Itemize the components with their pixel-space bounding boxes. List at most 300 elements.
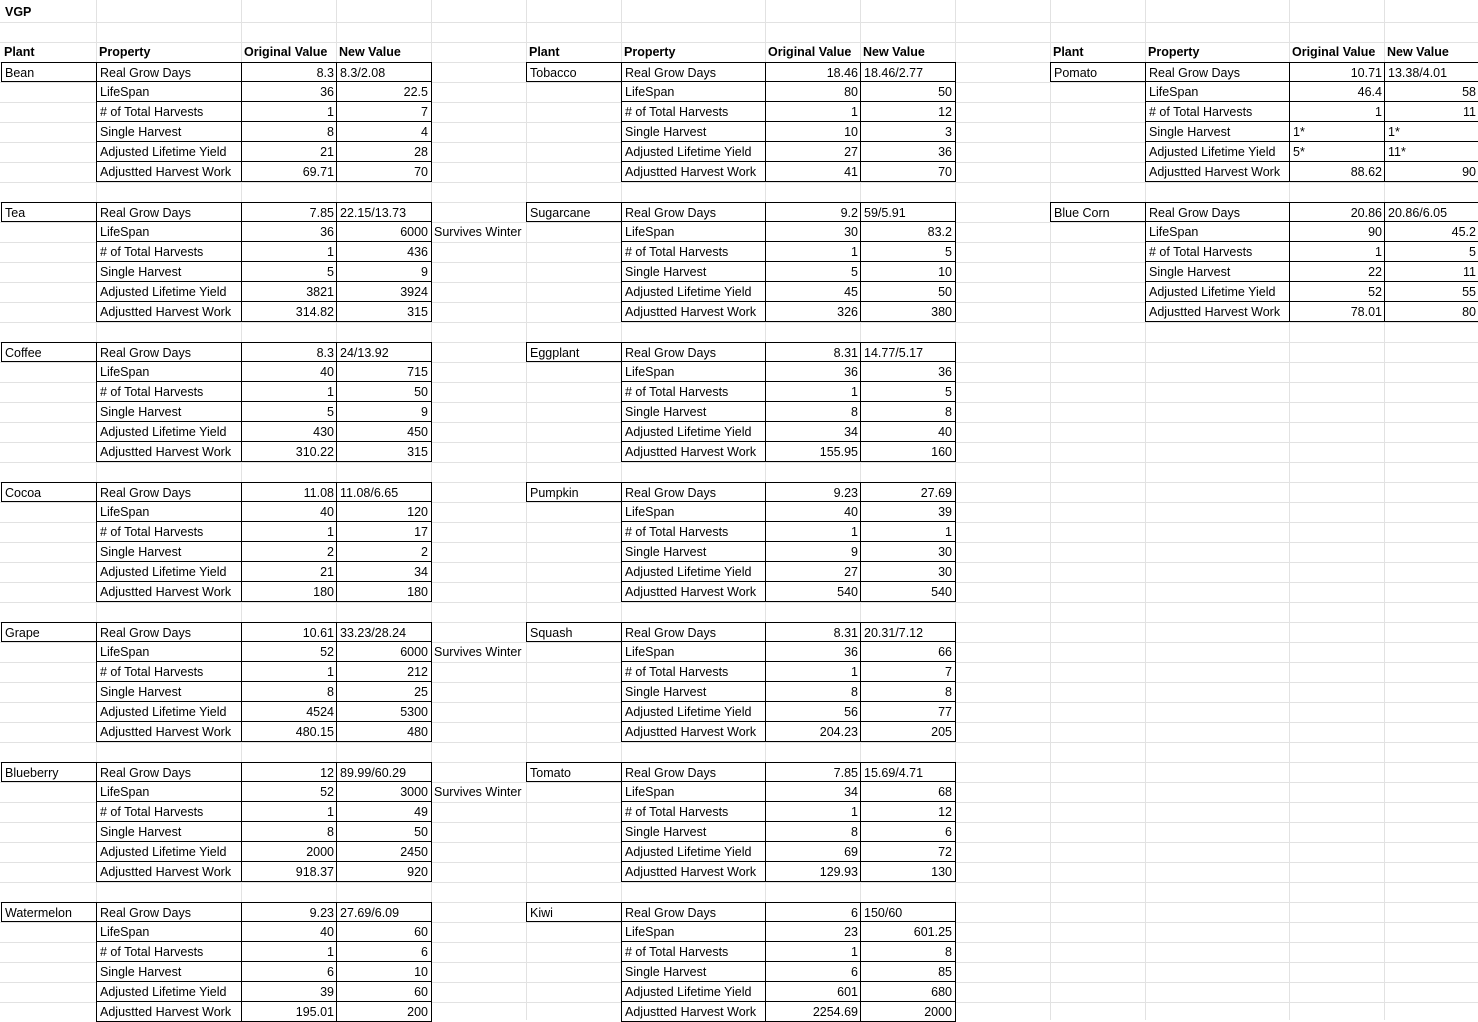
header-original-value[interactable]: Original Value: [768, 45, 852, 59]
original-value-cell[interactable]: 69: [765, 842, 861, 862]
property-cell[interactable]: Adjustted Harvest Work: [621, 722, 766, 742]
property-cell[interactable]: Adjustted Harvest Work: [621, 442, 766, 462]
new-value-cell[interactable]: 10: [336, 962, 432, 982]
new-value-cell[interactable]: 540: [860, 582, 956, 602]
plant-name-cell[interactable]: Watermelon: [1, 902, 97, 922]
header-original-value[interactable]: Original Value: [1292, 45, 1376, 59]
original-value-cell[interactable]: 45: [765, 282, 861, 302]
original-value-cell[interactable]: 314.82: [241, 302, 337, 322]
original-value-cell[interactable]: 9.23: [765, 482, 861, 502]
original-value-cell[interactable]: 40: [241, 362, 337, 382]
new-value-cell[interactable]: 2: [336, 542, 432, 562]
property-cell[interactable]: Adjustted Harvest Work: [1145, 302, 1290, 322]
property-cell[interactable]: LifeSpan: [96, 222, 242, 242]
property-cell[interactable]: # of Total Harvests: [621, 522, 766, 542]
original-value-cell[interactable]: 1: [241, 802, 337, 822]
original-value-cell[interactable]: 1: [241, 382, 337, 402]
new-value-cell[interactable]: 10: [860, 262, 956, 282]
property-cell[interactable]: Adjusted Lifetime Yield: [621, 142, 766, 162]
new-value-cell[interactable]: 20.31/7.12: [860, 622, 956, 642]
original-value-cell[interactable]: 180: [241, 582, 337, 602]
original-value-cell[interactable]: 8: [241, 822, 337, 842]
property-cell[interactable]: Adjusted Lifetime Yield: [621, 562, 766, 582]
original-value-cell[interactable]: 39: [241, 982, 337, 1002]
property-cell[interactable]: Adjustted Harvest Work: [96, 302, 242, 322]
original-value-cell[interactable]: 8: [241, 122, 337, 142]
original-value-cell[interactable]: 6: [765, 902, 861, 922]
original-value-cell[interactable]: 52: [1289, 282, 1385, 302]
property-cell[interactable]: # of Total Harvests: [1145, 242, 1290, 262]
property-cell[interactable]: LifeSpan: [621, 222, 766, 242]
property-cell[interactable]: Adjusted Lifetime Yield: [96, 842, 242, 862]
property-cell[interactable]: Real Grow Days: [621, 62, 766, 82]
original-value-cell[interactable]: 8.31: [765, 622, 861, 642]
original-value-cell[interactable]: 41: [765, 162, 861, 182]
property-cell[interactable]: Adjusted Lifetime Yield: [621, 282, 766, 302]
new-value-cell[interactable]: 59/5.91: [860, 202, 956, 222]
new-value-cell[interactable]: 130: [860, 862, 956, 882]
original-value-cell[interactable]: 22: [1289, 262, 1385, 282]
property-cell[interactable]: Adjustted Harvest Work: [621, 582, 766, 602]
new-value-cell[interactable]: 8: [860, 682, 956, 702]
new-value-cell[interactable]: 7: [860, 662, 956, 682]
new-value-cell[interactable]: 17: [336, 522, 432, 542]
header-original-value[interactable]: Original Value: [244, 45, 328, 59]
original-value-cell[interactable]: 8.3: [241, 342, 337, 362]
new-value-cell[interactable]: 28: [336, 142, 432, 162]
new-value-cell[interactable]: 11: [1384, 102, 1478, 122]
original-value-cell[interactable]: 155.95: [765, 442, 861, 462]
original-value-cell[interactable]: 21: [241, 142, 337, 162]
property-cell[interactable]: LifeSpan: [1145, 82, 1290, 102]
property-cell[interactable]: # of Total Harvests: [621, 242, 766, 262]
header-property[interactable]: Property: [624, 45, 676, 59]
header-plant[interactable]: Plant: [529, 45, 560, 59]
original-value-cell[interactable]: 204.23: [765, 722, 861, 742]
original-value-cell[interactable]: 23: [765, 922, 861, 942]
plant-name-cell[interactable]: Sugarcane: [526, 202, 622, 222]
original-value-cell[interactable]: 90: [1289, 222, 1385, 242]
header-plant[interactable]: Plant: [4, 45, 35, 59]
new-value-cell[interactable]: 680: [860, 982, 956, 1002]
original-value-cell[interactable]: 8: [765, 402, 861, 422]
property-cell[interactable]: Single Harvest: [621, 542, 766, 562]
new-value-cell[interactable]: 89.99/60.29: [336, 762, 432, 782]
property-cell[interactable]: # of Total Harvests: [621, 802, 766, 822]
property-cell[interactable]: Real Grow Days: [96, 342, 242, 362]
property-cell[interactable]: Single Harvest: [621, 962, 766, 982]
property-cell[interactable]: Adjusted Lifetime Yield: [621, 702, 766, 722]
new-value-cell[interactable]: 7: [336, 102, 432, 122]
original-value-cell[interactable]: 430: [241, 422, 337, 442]
sheet-title[interactable]: VGP: [5, 5, 32, 19]
original-value-cell[interactable]: 27: [765, 562, 861, 582]
property-cell[interactable]: Real Grow Days: [621, 622, 766, 642]
property-cell[interactable]: Adjustted Harvest Work: [96, 162, 242, 182]
original-value-cell[interactable]: 326: [765, 302, 861, 322]
plant-name-cell[interactable]: Pomato: [1050, 62, 1146, 82]
new-value-cell[interactable]: 160: [860, 442, 956, 462]
note-cell[interactable]: Survives Winter: [434, 225, 522, 239]
property-cell[interactable]: Single Harvest: [96, 542, 242, 562]
header-new-value[interactable]: New Value: [339, 45, 401, 59]
property-cell[interactable]: LifeSpan: [96, 362, 242, 382]
property-cell[interactable]: # of Total Harvests: [621, 662, 766, 682]
original-value-cell[interactable]: 8: [241, 682, 337, 702]
property-cell[interactable]: Single Harvest: [96, 402, 242, 422]
original-value-cell[interactable]: 9.23: [241, 902, 337, 922]
new-value-cell[interactable]: 25: [336, 682, 432, 702]
new-value-cell[interactable]: 1: [860, 522, 956, 542]
plant-name-cell[interactable]: Kiwi: [526, 902, 622, 922]
new-value-cell[interactable]: 58: [1384, 82, 1478, 102]
new-value-cell[interactable]: 20.86/6.05: [1384, 202, 1478, 222]
new-value-cell[interactable]: 436: [336, 242, 432, 262]
property-cell[interactable]: Single Harvest: [621, 262, 766, 282]
original-value-cell[interactable]: 34: [765, 422, 861, 442]
property-cell[interactable]: Adjusted Lifetime Yield: [96, 282, 242, 302]
new-value-cell[interactable]: 920: [336, 862, 432, 882]
header-plant[interactable]: Plant: [1053, 45, 1084, 59]
property-cell[interactable]: # of Total Harvests: [621, 102, 766, 122]
new-value-cell[interactable]: 30: [860, 542, 956, 562]
original-value-cell[interactable]: 480.15: [241, 722, 337, 742]
original-value-cell[interactable]: 3821: [241, 282, 337, 302]
new-value-cell[interactable]: 70: [336, 162, 432, 182]
new-value-cell[interactable]: 150/60: [860, 902, 956, 922]
original-value-cell[interactable]: 1: [241, 522, 337, 542]
original-value-cell[interactable]: 10.61: [241, 622, 337, 642]
new-value-cell[interactable]: 205: [860, 722, 956, 742]
original-value-cell[interactable]: 7.85: [765, 762, 861, 782]
new-value-cell[interactable]: 1*: [1384, 122, 1478, 142]
property-cell[interactable]: # of Total Harvests: [96, 522, 242, 542]
property-cell[interactable]: Single Harvest: [621, 122, 766, 142]
original-value-cell[interactable]: 11.08: [241, 482, 337, 502]
original-value-cell[interactable]: 601: [765, 982, 861, 1002]
new-value-cell[interactable]: 50: [860, 82, 956, 102]
property-cell[interactable]: LifeSpan: [621, 82, 766, 102]
new-value-cell[interactable]: 8: [860, 402, 956, 422]
new-value-cell[interactable]: 50: [336, 382, 432, 402]
property-cell[interactable]: Adjustted Harvest Work: [621, 162, 766, 182]
property-cell[interactable]: LifeSpan: [621, 642, 766, 662]
new-value-cell[interactable]: 50: [860, 282, 956, 302]
property-cell[interactable]: # of Total Harvests: [621, 382, 766, 402]
new-value-cell[interactable]: 120: [336, 502, 432, 522]
original-value-cell[interactable]: 8: [765, 822, 861, 842]
new-value-cell[interactable]: 3000: [336, 782, 432, 802]
new-value-cell[interactable]: 9: [336, 262, 432, 282]
property-cell[interactable]: # of Total Harvests: [96, 242, 242, 262]
original-value-cell[interactable]: 56: [765, 702, 861, 722]
property-cell[interactable]: Adjusted Lifetime Yield: [621, 982, 766, 1002]
original-value-cell[interactable]: 18.46: [765, 62, 861, 82]
original-value-cell[interactable]: 46.4: [1289, 82, 1385, 102]
new-value-cell[interactable]: 72: [860, 842, 956, 862]
original-value-cell[interactable]: 1: [765, 102, 861, 122]
property-cell[interactable]: Adjustted Harvest Work: [96, 722, 242, 742]
header-new-value[interactable]: New Value: [863, 45, 925, 59]
original-value-cell[interactable]: 4524: [241, 702, 337, 722]
property-cell[interactable]: Adjustted Harvest Work: [96, 1002, 242, 1022]
property-cell[interactable]: Real Grow Days: [96, 62, 242, 82]
original-value-cell[interactable]: 5*: [1289, 142, 1385, 162]
plant-name-cell[interactable]: Eggplant: [526, 342, 622, 362]
new-value-cell[interactable]: 13.38/4.01: [1384, 62, 1478, 82]
property-cell[interactable]: LifeSpan: [621, 502, 766, 522]
original-value-cell[interactable]: 8.3: [241, 62, 337, 82]
new-value-cell[interactable]: 22.15/13.73: [336, 202, 432, 222]
property-cell[interactable]: Single Harvest: [621, 402, 766, 422]
original-value-cell[interactable]: 36: [765, 642, 861, 662]
property-cell[interactable]: Adjustted Harvest Work: [621, 302, 766, 322]
new-value-cell[interactable]: 36: [860, 362, 956, 382]
new-value-cell[interactable]: 24/13.92: [336, 342, 432, 362]
property-cell[interactable]: Real Grow Days: [1145, 62, 1290, 82]
new-value-cell[interactable]: 14.77/5.17: [860, 342, 956, 362]
new-value-cell[interactable]: 77: [860, 702, 956, 722]
property-cell[interactable]: Single Harvest: [1145, 122, 1290, 142]
original-value-cell[interactable]: 34: [765, 782, 861, 802]
original-value-cell[interactable]: 52: [241, 642, 337, 662]
original-value-cell[interactable]: 1: [765, 662, 861, 682]
property-cell[interactable]: Adjusted Lifetime Yield: [96, 702, 242, 722]
property-cell[interactable]: LifeSpan: [621, 782, 766, 802]
original-value-cell[interactable]: 40: [241, 922, 337, 942]
property-cell[interactable]: Single Harvest: [96, 682, 242, 702]
new-value-cell[interactable]: 27.69: [860, 482, 956, 502]
original-value-cell[interactable]: 1: [765, 382, 861, 402]
plant-name-cell[interactable]: Coffee: [1, 342, 97, 362]
header-new-value[interactable]: New Value: [1387, 45, 1449, 59]
new-value-cell[interactable]: 315: [336, 442, 432, 462]
property-cell[interactable]: Adjusted Lifetime Yield: [96, 142, 242, 162]
property-cell[interactable]: Real Grow Days: [621, 342, 766, 362]
plant-name-cell[interactable]: Pumpkin: [526, 482, 622, 502]
original-value-cell[interactable]: 21: [241, 562, 337, 582]
original-value-cell[interactable]: 36: [765, 362, 861, 382]
original-value-cell[interactable]: 5: [765, 262, 861, 282]
new-value-cell[interactable]: 50: [336, 822, 432, 842]
property-cell[interactable]: LifeSpan: [621, 922, 766, 942]
new-value-cell[interactable]: 55: [1384, 282, 1478, 302]
property-cell[interactable]: Real Grow Days: [96, 902, 242, 922]
new-value-cell[interactable]: 480: [336, 722, 432, 742]
new-value-cell[interactable]: 715: [336, 362, 432, 382]
new-value-cell[interactable]: 60: [336, 922, 432, 942]
property-cell[interactable]: Real Grow Days: [621, 202, 766, 222]
new-value-cell[interactable]: 5: [1384, 242, 1478, 262]
new-value-cell[interactable]: 8: [860, 942, 956, 962]
property-cell[interactable]: # of Total Harvests: [1145, 102, 1290, 122]
new-value-cell[interactable]: 39: [860, 502, 956, 522]
property-cell[interactable]: # of Total Harvests: [96, 102, 242, 122]
original-value-cell[interactable]: 7.85: [241, 202, 337, 222]
original-value-cell[interactable]: 52: [241, 782, 337, 802]
original-value-cell[interactable]: 5: [241, 262, 337, 282]
original-value-cell[interactable]: 12: [241, 762, 337, 782]
property-cell[interactable]: Single Harvest: [621, 682, 766, 702]
new-value-cell[interactable]: 30: [860, 562, 956, 582]
property-cell[interactable]: Adjustted Harvest Work: [1145, 162, 1290, 182]
property-cell[interactable]: Adjusted Lifetime Yield: [96, 562, 242, 582]
original-value-cell[interactable]: 10.71: [1289, 62, 1385, 82]
new-value-cell[interactable]: 80: [1384, 302, 1478, 322]
new-value-cell[interactable]: 6000: [336, 222, 432, 242]
original-value-cell[interactable]: 9: [765, 542, 861, 562]
original-value-cell[interactable]: 10: [765, 122, 861, 142]
new-value-cell[interactable]: 9: [336, 402, 432, 422]
property-cell[interactable]: Real Grow Days: [621, 762, 766, 782]
new-value-cell[interactable]: 83.2: [860, 222, 956, 242]
property-cell[interactable]: # of Total Harvests: [96, 942, 242, 962]
new-value-cell[interactable]: 27.69/6.09: [336, 902, 432, 922]
property-cell[interactable]: Adjustted Harvest Work: [96, 862, 242, 882]
new-value-cell[interactable]: 49: [336, 802, 432, 822]
original-value-cell[interactable]: 918.37: [241, 862, 337, 882]
original-value-cell[interactable]: 88.62: [1289, 162, 1385, 182]
plant-name-cell[interactable]: Cocoa: [1, 482, 97, 502]
property-cell[interactable]: Adjusted Lifetime Yield: [96, 422, 242, 442]
new-value-cell[interactable]: 5: [860, 242, 956, 262]
original-value-cell[interactable]: 78.01: [1289, 302, 1385, 322]
original-value-cell[interactable]: 27: [765, 142, 861, 162]
property-cell[interactable]: LifeSpan: [96, 502, 242, 522]
new-value-cell[interactable]: 18.46/2.77: [860, 62, 956, 82]
plant-name-cell[interactable]: Squash: [526, 622, 622, 642]
new-value-cell[interactable]: 85: [860, 962, 956, 982]
original-value-cell[interactable]: 6: [765, 962, 861, 982]
property-cell[interactable]: # of Total Harvests: [621, 942, 766, 962]
original-value-cell[interactable]: 1: [1289, 242, 1385, 262]
new-value-cell[interactable]: 60: [336, 982, 432, 1002]
original-value-cell[interactable]: 8.31: [765, 342, 861, 362]
plant-name-cell[interactable]: Tomato: [526, 762, 622, 782]
property-cell[interactable]: LifeSpan: [1145, 222, 1290, 242]
original-value-cell[interactable]: 1: [241, 942, 337, 962]
plant-name-cell[interactable]: Tobacco: [526, 62, 622, 82]
property-cell[interactable]: Real Grow Days: [96, 482, 242, 502]
new-value-cell[interactable]: 68: [860, 782, 956, 802]
original-value-cell[interactable]: 80: [765, 82, 861, 102]
original-value-cell[interactable]: 9.2: [765, 202, 861, 222]
new-value-cell[interactable]: 90: [1384, 162, 1478, 182]
new-value-cell[interactable]: 3: [860, 122, 956, 142]
property-cell[interactable]: Single Harvest: [96, 122, 242, 142]
property-cell[interactable]: Adjusted Lifetime Yield: [1145, 282, 1290, 302]
note-cell[interactable]: Survives Winter: [434, 785, 522, 799]
new-value-cell[interactable]: 8.3/2.08: [336, 62, 432, 82]
new-value-cell[interactable]: 40: [860, 422, 956, 442]
original-value-cell[interactable]: 20.86: [1289, 202, 1385, 222]
property-cell[interactable]: Real Grow Days: [96, 622, 242, 642]
original-value-cell[interactable]: 1: [241, 102, 337, 122]
property-cell[interactable]: Single Harvest: [96, 262, 242, 282]
header-property[interactable]: Property: [1148, 45, 1200, 59]
property-cell[interactable]: Adjusted Lifetime Yield: [621, 842, 766, 862]
new-value-cell[interactable]: 22.5: [336, 82, 432, 102]
new-value-cell[interactable]: 6: [336, 942, 432, 962]
original-value-cell[interactable]: 1: [241, 242, 337, 262]
new-value-cell[interactable]: 45.2: [1384, 222, 1478, 242]
original-value-cell[interactable]: 1: [765, 942, 861, 962]
new-value-cell[interactable]: 36: [860, 142, 956, 162]
property-cell[interactable]: Adjusted Lifetime Yield: [96, 982, 242, 1002]
new-value-cell[interactable]: 4: [336, 122, 432, 142]
property-cell[interactable]: # of Total Harvests: [96, 662, 242, 682]
new-value-cell[interactable]: 70: [860, 162, 956, 182]
property-cell[interactable]: # of Total Harvests: [96, 382, 242, 402]
property-cell[interactable]: LifeSpan: [621, 362, 766, 382]
property-cell[interactable]: LifeSpan: [96, 782, 242, 802]
new-value-cell[interactable]: 6: [860, 822, 956, 842]
original-value-cell[interactable]: 69.71: [241, 162, 337, 182]
original-value-cell[interactable]: 1: [241, 662, 337, 682]
new-value-cell[interactable]: 601.25: [860, 922, 956, 942]
new-value-cell[interactable]: 15.69/4.71: [860, 762, 956, 782]
original-value-cell[interactable]: 36: [241, 222, 337, 242]
property-cell[interactable]: Single Harvest: [1145, 262, 1290, 282]
original-value-cell[interactable]: 36: [241, 82, 337, 102]
original-value-cell[interactable]: 8: [765, 682, 861, 702]
new-value-cell[interactable]: 5300: [336, 702, 432, 722]
new-value-cell[interactable]: 3924: [336, 282, 432, 302]
plant-name-cell[interactable]: Blueberry: [1, 762, 97, 782]
new-value-cell[interactable]: 34: [336, 562, 432, 582]
new-value-cell[interactable]: 2000: [860, 1002, 956, 1022]
new-value-cell[interactable]: 12: [860, 102, 956, 122]
original-value-cell[interactable]: 2254.69: [765, 1002, 861, 1022]
property-cell[interactable]: LifeSpan: [96, 922, 242, 942]
plant-name-cell[interactable]: Blue Corn: [1050, 202, 1146, 222]
original-value-cell[interactable]: 310.22: [241, 442, 337, 462]
property-cell[interactable]: Real Grow Days: [96, 202, 242, 222]
original-value-cell[interactable]: 1*: [1289, 122, 1385, 142]
property-cell[interactable]: Single Harvest: [96, 822, 242, 842]
property-cell[interactable]: Single Harvest: [621, 822, 766, 842]
new-value-cell[interactable]: 315: [336, 302, 432, 322]
original-value-cell[interactable]: 5: [241, 402, 337, 422]
original-value-cell[interactable]: 1: [765, 522, 861, 542]
property-cell[interactable]: Adjustted Harvest Work: [621, 1002, 766, 1022]
property-cell[interactable]: Adjusted Lifetime Yield: [621, 422, 766, 442]
property-cell[interactable]: Single Harvest: [96, 962, 242, 982]
original-value-cell[interactable]: 1: [1289, 102, 1385, 122]
property-cell[interactable]: Real Grow Days: [1145, 202, 1290, 222]
original-value-cell[interactable]: 195.01: [241, 1002, 337, 1022]
original-value-cell[interactable]: 40: [241, 502, 337, 522]
new-value-cell[interactable]: 380: [860, 302, 956, 322]
new-value-cell[interactable]: 2450: [336, 842, 432, 862]
property-cell[interactable]: Adjustted Harvest Work: [96, 582, 242, 602]
original-value-cell[interactable]: 540: [765, 582, 861, 602]
property-cell[interactable]: Adjustted Harvest Work: [96, 442, 242, 462]
new-value-cell[interactable]: 212: [336, 662, 432, 682]
property-cell[interactable]: Real Grow Days: [96, 762, 242, 782]
plant-name-cell[interactable]: Bean: [1, 62, 97, 82]
original-value-cell[interactable]: 2000: [241, 842, 337, 862]
new-value-cell[interactable]: 11*: [1384, 142, 1478, 162]
original-value-cell[interactable]: 30: [765, 222, 861, 242]
property-cell[interactable]: # of Total Harvests: [96, 802, 242, 822]
property-cell[interactable]: LifeSpan: [96, 642, 242, 662]
property-cell[interactable]: Adjustted Harvest Work: [621, 862, 766, 882]
original-value-cell[interactable]: 2: [241, 542, 337, 562]
property-cell[interactable]: LifeSpan: [96, 82, 242, 102]
original-value-cell[interactable]: 129.93: [765, 862, 861, 882]
original-value-cell[interactable]: 40: [765, 502, 861, 522]
